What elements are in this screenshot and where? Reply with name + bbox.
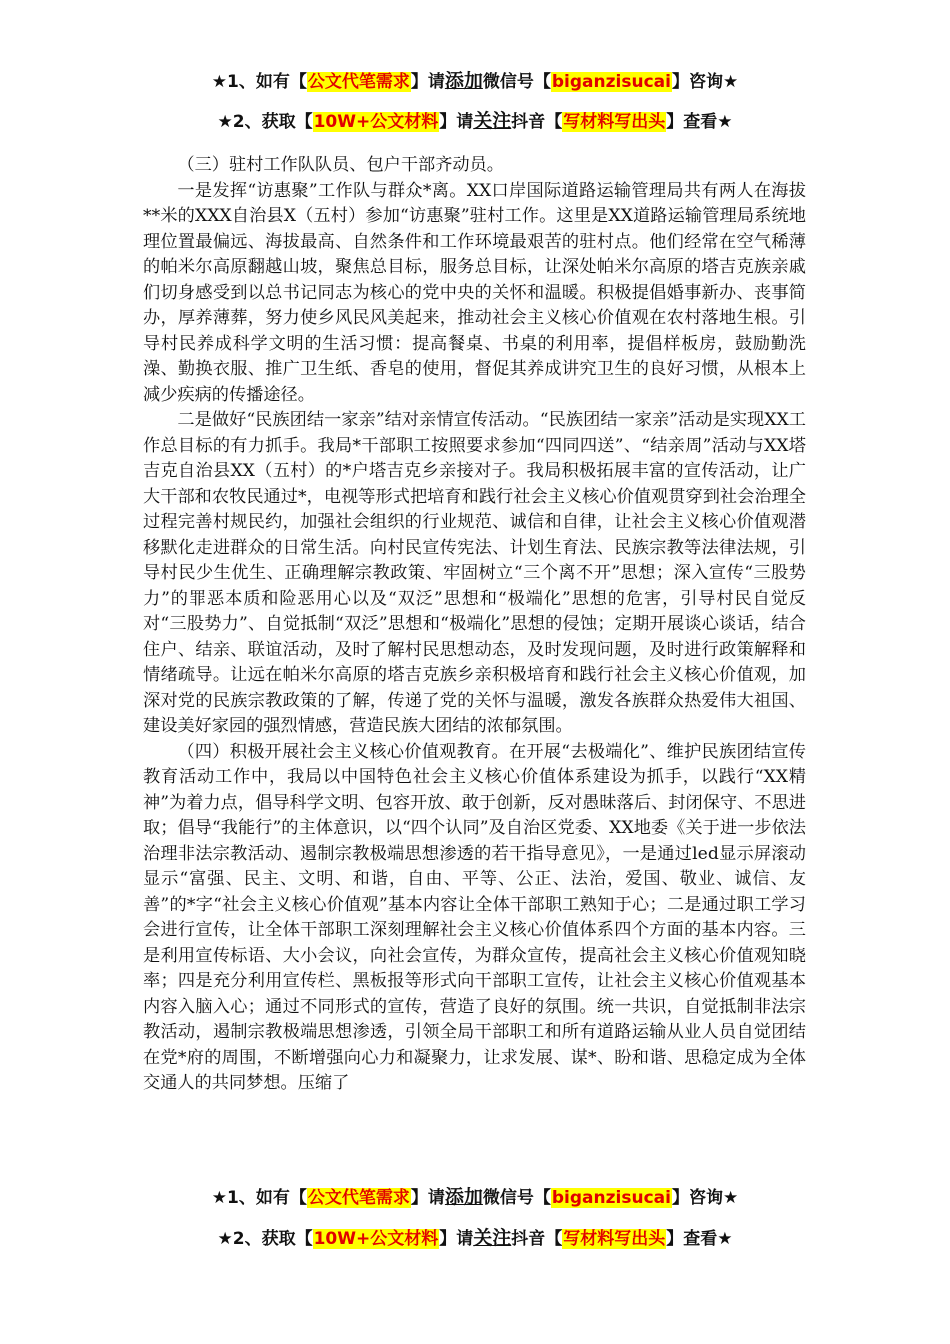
highlight-text: biganzisucai <box>551 1188 671 1208</box>
highlight-text: 10W+公文材料 <box>313 112 439 132</box>
emphasis-text: 关注 <box>473 1227 512 1249</box>
header-ad-line-1: ★1、如有【公文代笔需求】请添加微信号【biganzisucai】咨询★ <box>211 70 739 92</box>
highlight-text: 写材料写出头 <box>563 1229 666 1249</box>
footer-ad-line-2: ★2、获取【10W+公文材料】请关注抖音【写材料写出头】查看★ <box>217 1227 733 1249</box>
paragraph-section-4: （四）积极开展社会主义核心价值观教育。在开展“去极端化”、维护民族团结宣传教育活动工作中，我局以中国特色社会主义核心价值体系建设为抓手，以践行“XX精神”为着力点，倡导科学文明、包容开放、敢于创新，反对愚昧落后、封闭保守、不思进取；倡导“我能行”的主体意识，以“四个认同”及自治区党委、XX地委《关于进一步依法治理非法宗教活动、遏制宗教极端思想渗透的若干指导意见》，一是通过led显示屏滚动显示“富强、民主、文明、和谐，自由、平等、公正、法治，爱国、敬业、诚信、友善”的*字“社会主义核心价值观”基本内容让全体干部职工熟知于心；二是通过职工学习会进行宣传，让全体干部职工深刻理解社会主义核心价值体系四个方面的基本内容。三是利用宣传标语、大小会议，向社会宣传，为群众宣传，提高社会主义核心价值观知晓率；四是充分利用宣传栏、黑板报等形式向干部职工宣传，让社会主义核心价值观基本内容入脑入心；通过不同形式的宣传，营造了良好的氛围。统一共识，自觉抵制非法宗教活动，遏制宗教极端思想渗透，引领全局干部职工和所有道路运输从业人员自觉团结在党*府的周围，不断增强向心力和凝聚力，让求发展、谋*、盼和谐、思稳定成为全体交通人的共同梦想。压缩了 <box>143 741 806 1093</box>
highlight-text: 10W+公文材料 <box>313 1229 439 1249</box>
footer-ad-line-1: ★1、如有【公文代笔需求】请添加微信号【biganzisucai】咨询★ <box>211 1186 739 1208</box>
document-body <box>143 153 806 1097</box>
highlight-text: 公文代笔需求 <box>307 1188 410 1208</box>
paragraph: 二是做好“民族团结一家亲”结对亲情宣传活动。“民族团结一家亲”活动是实现XX工作总目标的有力抓手。我局*干部职工按照要求参加“四同四送”、“结亲周”活动与XX塔吉克自治县XX（五村）的*户塔吉克乡亲接对子。我局积极拓展丰富的宣传活动，让广大干部和农牧民通过*，电视等形式把培育和践行社会主义核心价值观贯穿到社会治理全过程完善村规民约，加强社会组织的行业规范、诚信和自律，让社会主义核心价值观潜移默化走进群众的日常生活。向村民宣传宪法、计划生育法、民族宗教等法律法规，引导村民少生优生、正确理解宗教政策、牢固树立“三个离不开”思想；深入宣传“三股势力”的罪恶本质和险恶用心以及“双泛”思想和“极端化”思想的危害，引导村民自觉反对“三股势力”、自觉抵制“双泛”思想和“极端化”思想的侵蚀；定期开展谈心谈话，结合住户、结亲、联谊活动，及时了解村民思想动态，及时发现问题，及时进行政策解释和情绪疏导。让远在帕米尔高原的塔吉克族乡亲积极培育和践行社会主义核心价值观，加深对党的民族宗教政策的了解，传递了党的关怀与温暖，激发各族群众热爱伟大祖国、建设美好家园的强烈情感，营造民族大团结的浓郁氛围。 <box>143 410 806 736</box>
highlight-text: 写材料写出头 <box>563 112 666 132</box>
emphasis-text: 关注 <box>473 110 512 132</box>
paragraph-section-3-heading: （三）驻村工作队队员、包户干部齐动员。 <box>177 155 504 175</box>
emphasis-text: 添加 <box>444 70 483 92</box>
paragraph: 一是发挥“访惠聚”工作队与群众*离。XX口岸国际道路运输管理局共有两人在海拔**米的XXX自治县X（五村）参加“访惠聚”驻村工作。这里是XX道路运输管理局系统地理位置最偏远、海拔最高、自然条件和工作环境最艰苦的驻村点。他们经常在空气稀薄的帕米尔高原翻越山坡，聚焦总目标，服务总目标，让深处帕米尔高原的塔吉克族亲戚们切身感受到以总书记同志为核心的党中央的关怀和温暖。积极提倡婚事新办、丧事简办，厚养薄葬，努力使乡风民风美起来，推动社会主义核心价值观在农村落地生根。引导村民养成科学文明的生活习惯：提高餐桌、书桌的利用率，提倡样板房，鼓励勤洗澡、勤换衣服、推广卫生纸、香皂的使用，督促其养成讲究卫生的良好习惯，从根本上减少疾病的传播途径。 <box>143 180 806 405</box>
emphasis-text: 添加 <box>444 1186 483 1208</box>
highlight-text: biganzisucai <box>551 72 671 92</box>
header-ad-line-2: ★2、获取【10W+公文材料】请关注抖音【写材料写出头】查看★ <box>217 110 733 132</box>
highlight-text: 公文代笔需求 <box>307 72 410 92</box>
